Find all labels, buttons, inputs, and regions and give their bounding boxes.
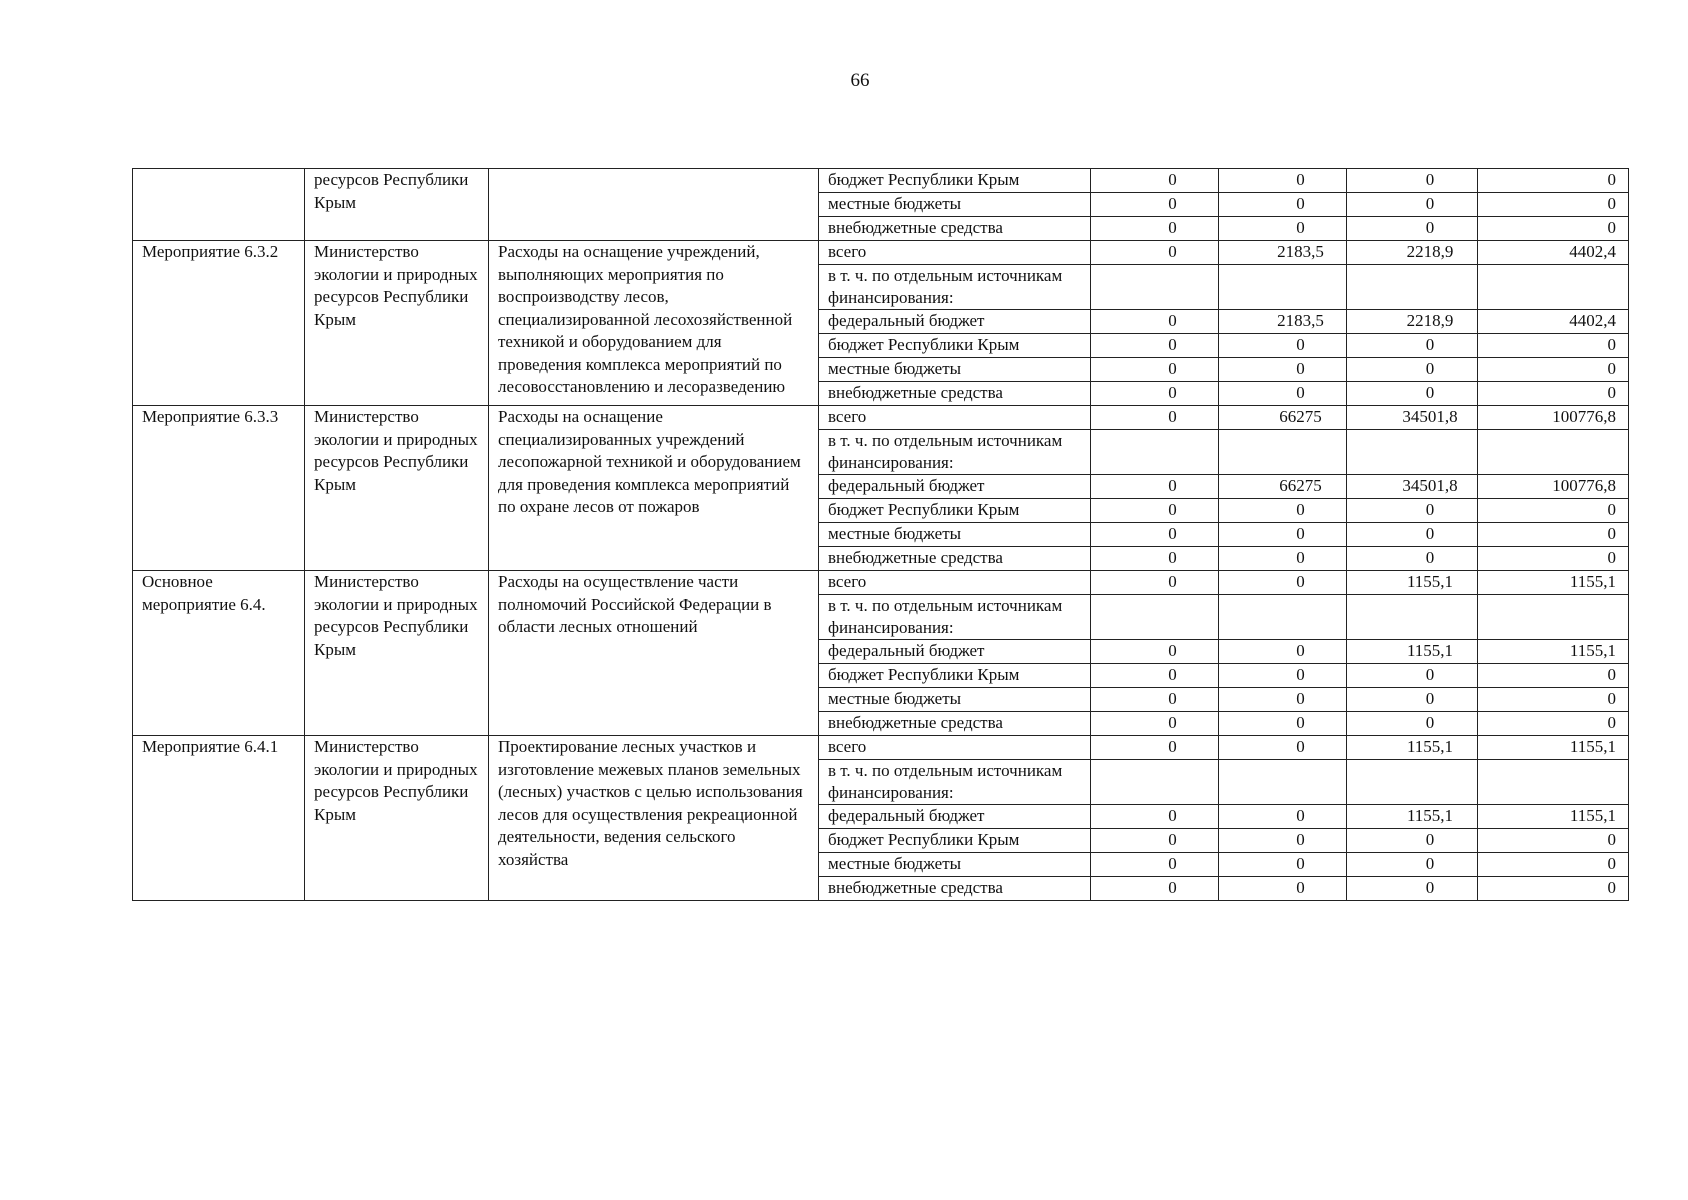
amount-cell: 0 [1219,358,1347,382]
amount-cell: 0 [1219,640,1347,664]
funding-source-label: в т. ч. по отдельным источникам финансирования: [819,430,1091,475]
funding-source-label: федеральный бюджет [819,310,1091,334]
amount-cell: 0 [1091,358,1219,382]
amount-cell: 0 [1478,829,1629,853]
amount-cell [1478,430,1629,475]
amount-cell [1347,760,1478,805]
amount-cell: 0 [1091,688,1219,712]
amount-cell: 0 [1091,853,1219,877]
amount-cell: 0 [1091,547,1219,571]
amount-cell: 2218,9 [1347,310,1478,334]
funding-source-label: местные бюджеты [819,688,1091,712]
amount-cell: 0 [1091,169,1219,193]
funding-source-label: в т. ч. по отдельным источникам финансирования: [819,595,1091,640]
funding-source-label: всего [819,241,1091,265]
amount-cell: 0 [1478,358,1629,382]
funding-source-label: бюджет Республики Крым [819,499,1091,523]
amount-cell [1091,760,1219,805]
amount-cell [1091,430,1219,475]
amount-cell: 0 [1347,193,1478,217]
amount-cell: 0 [1219,523,1347,547]
funding-source-label: внебюджетные средства [819,382,1091,406]
amount-cell: 0 [1478,877,1629,901]
funding-source-label: местные бюджеты [819,193,1091,217]
amount-cell: 0 [1219,382,1347,406]
funding-source-label: федеральный бюджет [819,805,1091,829]
amount-cell: 0 [1478,382,1629,406]
amount-cell: 0 [1219,688,1347,712]
amount-cell: 0 [1347,523,1478,547]
amount-cell: 1155,1 [1347,805,1478,829]
amount-cell: 0 [1219,169,1347,193]
executor-cell: Министерство экологии и природных ресурсов Республики Крым [305,571,489,736]
amount-cell: 0 [1347,217,1478,241]
amount-cell: 4402,4 [1478,241,1629,265]
funding-source-label: местные бюджеты [819,853,1091,877]
amount-cell: 0 [1091,877,1219,901]
amount-cell: 0 [1091,241,1219,265]
description-cell: Расходы на оснащение специализированных учреждений лесопожарной техникой и оборудованием для проведения комплекса мероприятий по охране лесов от пожаров [489,406,819,571]
funding-source-label: в т. ч. по отдельным источникам финансирования: [819,265,1091,310]
amount-cell: 0 [1219,664,1347,688]
amount-cell [1478,595,1629,640]
page-number: 66 [850,70,870,91]
amount-cell [1219,760,1347,805]
amount-cell: 0 [1219,334,1347,358]
amount-cell: 0 [1219,193,1347,217]
amount-cell: 0 [1091,640,1219,664]
amount-cell: 0 [1478,523,1629,547]
amount-cell: 0 [1219,217,1347,241]
amount-cell [1478,760,1629,805]
amount-cell [1347,595,1478,640]
funding-source-label: внебюджетные средства [819,877,1091,901]
amount-cell: 0 [1478,169,1629,193]
amount-cell: 0 [1091,382,1219,406]
description-cell: Проектирование лесных участков и изготовление межевых планов земельных (лесных) участков с целью использования лесов для осуществления рекреационной деятельности, ведения сельского хозяйства [489,736,819,901]
event-name-cell: Мероприятие 6.4.1 [133,736,305,901]
amount-cell: 0 [1091,664,1219,688]
amount-cell: 0 [1091,499,1219,523]
table-row [133,241,1629,265]
amount-cell: 0 [1091,523,1219,547]
amount-cell: 0 [1219,712,1347,736]
amount-cell: 0 [1347,877,1478,901]
amount-cell: 0 [1347,382,1478,406]
funding-source-label: бюджет Республики Крым [819,334,1091,358]
amount-cell: 0 [1219,736,1347,760]
table-row [133,406,1629,430]
amount-cell: 0 [1478,664,1629,688]
budget-table [132,168,1629,901]
amount-cell: 1155,1 [1347,736,1478,760]
amount-cell: 0 [1091,805,1219,829]
amount-cell: 1155,1 [1478,805,1629,829]
amount-cell: 66275 [1219,475,1347,499]
description-cell: Расходы на осуществление части полномочий Российской Федерации в области лесных отношений [489,571,819,736]
amount-cell: 0 [1091,829,1219,853]
amount-cell [1219,595,1347,640]
funding-source-label: внебюджетные средства [819,217,1091,241]
amount-cell: 0 [1347,499,1478,523]
description-cell: Расходы на оснащение учреждений, выполняющих мероприятия по воспроизводству лесов, специализированной лесохозяйственной техникой и оборудованием для проведения комплекса мероприятий по лесовосстановлению и лесоразведению [489,241,819,406]
funding-source-label: местные бюджеты [819,523,1091,547]
amount-cell: 1155,1 [1478,736,1629,760]
amount-cell [1478,265,1629,310]
amount-cell: 0 [1347,169,1478,193]
amount-cell: 0 [1478,499,1629,523]
table-row [133,169,1629,193]
amount-cell: 0 [1347,712,1478,736]
amount-cell: 0 [1091,310,1219,334]
amount-cell: 0 [1347,358,1478,382]
amount-cell: 2218,9 [1347,241,1478,265]
funding-source-label: в т. ч. по отдельным источникам финансирования: [819,760,1091,805]
amount-cell: 0 [1347,334,1478,358]
funding-source-label: всего [819,571,1091,595]
amount-cell: 0 [1478,853,1629,877]
amount-cell: 0 [1091,475,1219,499]
amount-cell: 2183,5 [1219,241,1347,265]
amount-cell [1219,265,1347,310]
funding-source-label: местные бюджеты [819,358,1091,382]
amount-cell: 0 [1347,547,1478,571]
funding-source-label: федеральный бюджет [819,475,1091,499]
amount-cell: 0 [1478,712,1629,736]
amount-cell: 66275 [1219,406,1347,430]
amount-cell: 0 [1091,571,1219,595]
amount-cell: 100776,8 [1478,406,1629,430]
funding-source-label: федеральный бюджет [819,640,1091,664]
description-cell-empty [489,169,819,241]
amount-cell [1347,430,1478,475]
amount-cell: 0 [1219,547,1347,571]
amount-cell [1219,430,1347,475]
amount-cell: 0 [1478,217,1629,241]
amount-cell: 0 [1091,334,1219,358]
amount-cell: 34501,8 [1347,475,1478,499]
event-name-cell: Основное мероприятие 6.4. [133,571,305,736]
amount-cell: 0 [1219,571,1347,595]
event-name-cell: Мероприятие 6.3.2 [133,241,305,406]
event-name-cell: Мероприятие 6.3.3 [133,406,305,571]
table-row [133,571,1629,595]
amount-cell: 0 [1091,193,1219,217]
funding-source-label: бюджет Республики Крым [819,664,1091,688]
amount-cell: 1155,1 [1347,571,1478,595]
amount-cell: 34501,8 [1347,406,1478,430]
amount-cell: 4402,4 [1478,310,1629,334]
amount-cell: 0 [1347,829,1478,853]
amount-cell: 0 [1478,193,1629,217]
executor-cell: Министерство экологии и природных ресурсов Республики Крым [305,241,489,406]
amount-cell: 0 [1219,853,1347,877]
amount-cell: 1155,1 [1478,571,1629,595]
amount-cell: 0 [1219,499,1347,523]
amount-cell: 0 [1091,712,1219,736]
amount-cell: 0 [1347,688,1478,712]
amount-cell: 0 [1347,853,1478,877]
budget-table-body [133,169,1629,901]
funding-source-label: внебюджетные средства [819,547,1091,571]
amount-cell: 0 [1219,877,1347,901]
amount-cell: 0 [1091,406,1219,430]
funding-source-label: бюджет Республики Крым [819,169,1091,193]
amount-cell: 0 [1219,805,1347,829]
executor-cell: Министерство экологии и природных ресурсов Республики Крым [305,406,489,571]
amount-cell: 0 [1347,664,1478,688]
amount-cell: 0 [1219,829,1347,853]
table-row [133,736,1629,760]
amount-cell: 0 [1478,688,1629,712]
funding-source-label: внебюджетные средства [819,712,1091,736]
amount-cell: 0 [1478,547,1629,571]
amount-cell [1091,595,1219,640]
event-cell-empty [133,169,305,241]
funding-source-label: всего [819,406,1091,430]
executor-cell: Министерство экологии и природных ресурсов Республики Крым [305,736,489,901]
amount-cell: 0 [1091,217,1219,241]
executor-cell: ресурсов Республики Крым [305,169,489,241]
amount-cell: 0 [1091,736,1219,760]
amount-cell: 2183,5 [1219,310,1347,334]
amount-cell: 1155,1 [1478,640,1629,664]
amount-cell [1347,265,1478,310]
amount-cell [1091,265,1219,310]
amount-cell: 0 [1478,334,1629,358]
amount-cell: 1155,1 [1347,640,1478,664]
amount-cell: 100776,8 [1478,475,1629,499]
funding-source-label: бюджет Республики Крым [819,829,1091,853]
funding-source-label: всего [819,736,1091,760]
